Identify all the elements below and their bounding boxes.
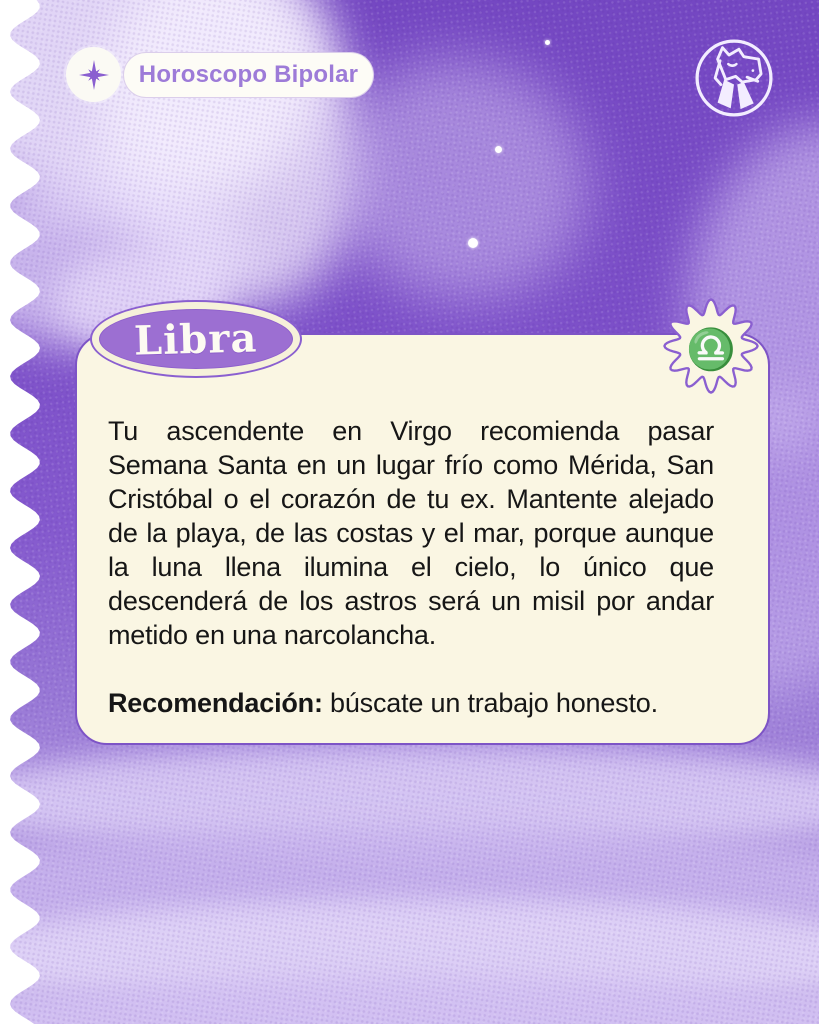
- horoscope-body-text: Tu ascendente en Virgo recomienda pasar Semana Santa en un lugar frío como Mérida, San Cristóbal o el corazón de tu ex. Mantente alejado de la playa, de las costas y el mar, porque aunque la luna llena ilumina el cielo, lo único que descenderá de los astros será un misil por andar metido en una narcolancha.: [108, 416, 714, 650]
- recommendation-text: búscate un trabajo honesto.: [322, 688, 658, 718]
- brand-badge: [123, 52, 374, 98]
- sign-name: Libra: [133, 313, 259, 365]
- brand-badge-label: Horoscopo Bipolar: [138, 61, 359, 88]
- sign-badge: [92, 302, 300, 376]
- star-dot: [495, 146, 502, 153]
- recommendation-line: [108, 686, 728, 720]
- recommendation-label: Recomendación:: [108, 688, 323, 718]
- wavy-stamp-edge: [0, 0, 60, 1024]
- star-dot: [468, 238, 478, 248]
- star-dot: [545, 40, 550, 45]
- libra-symbol: ♎: [686, 328, 736, 372]
- sparkle-icon: [66, 47, 121, 102]
- horse-head-logo-icon: [693, 37, 775, 119]
- libra-gear-icon: [662, 297, 760, 395]
